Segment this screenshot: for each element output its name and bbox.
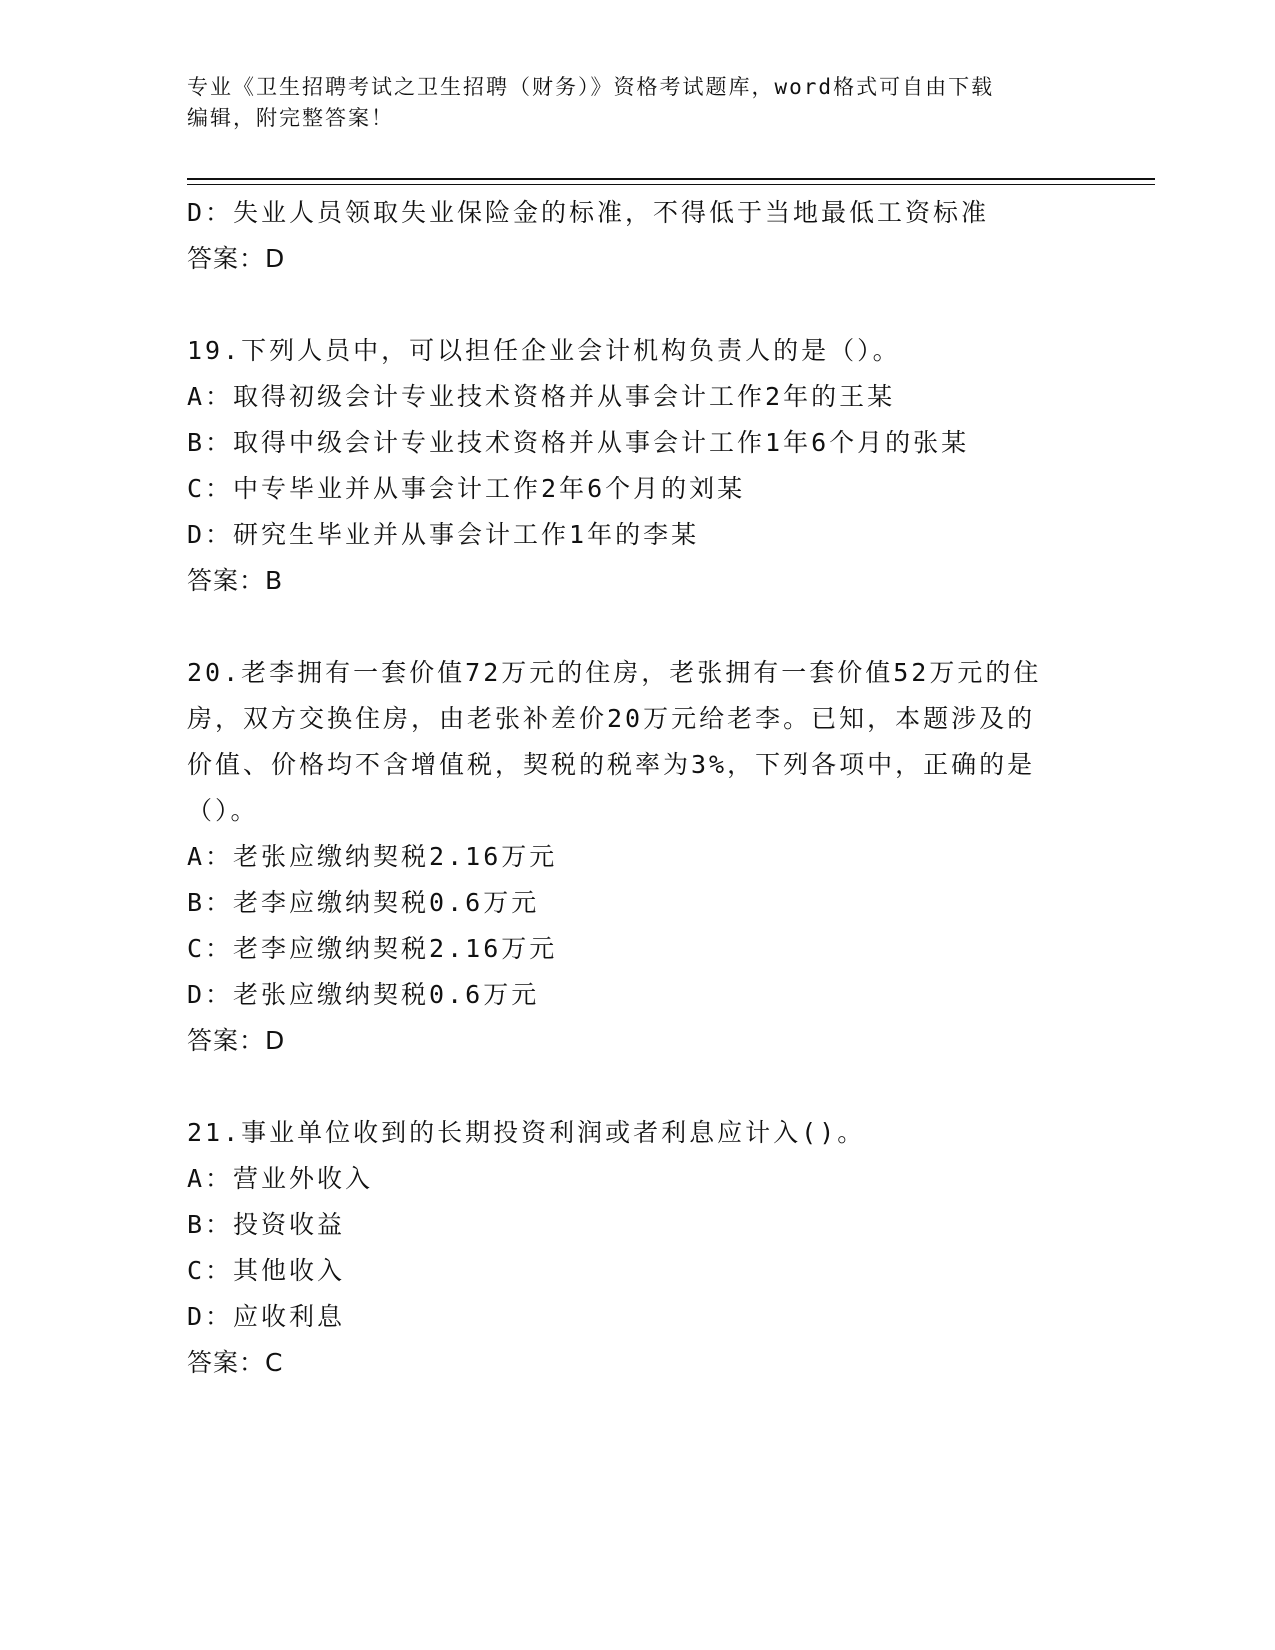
q20-option-a: A：老张应缴纳契税2.16万元 xyxy=(187,842,558,871)
question-21 xyxy=(187,1110,1087,1386)
spacer xyxy=(187,604,1087,650)
header-divider-thick xyxy=(187,178,1155,180)
q19-option-b: B：取得中级会计专业技术资格并从事会计工作1年6个月的张某 xyxy=(187,428,970,457)
q21-question: 21.事业单位收到的长期投资利润或者利息应计入()。 xyxy=(187,1118,866,1147)
q21-option-c: C：其他收入 xyxy=(187,1256,346,1285)
q19-option-d: D：研究生毕业并从事会计工作1年的李某 xyxy=(187,520,700,549)
spacer xyxy=(187,282,1087,328)
document-header xyxy=(187,72,1087,134)
q20-option-c: C：老李应缴纳契税2.16万元 xyxy=(187,934,558,963)
q18-option-d: D：失业人员领取失业保险金的标准，不得低于当地最低工资标准 xyxy=(187,198,990,227)
q21-option-d: D：应收利息 xyxy=(187,1302,346,1331)
q20-answer: 答案：D xyxy=(187,1026,286,1055)
q18-answer: 答案：D xyxy=(187,244,286,273)
q21-option-a: A：营业外收入 xyxy=(187,1164,374,1193)
q20-option-d: D：老张应缴纳契税0.6万元 xyxy=(187,980,540,1009)
q20-question-line-4: （）。 xyxy=(187,796,259,825)
question-19 xyxy=(187,328,1087,604)
question-18 xyxy=(187,190,1087,282)
q21-option-b: B：投资收益 xyxy=(187,1210,346,1239)
q20-question-line-3: 价值、价格均不含增值税，契税的税率为3%，下列各项中，正确的是 xyxy=(187,750,1036,779)
question-20 xyxy=(187,650,1087,1064)
q20-question-line-1: 20.老李拥有一套价值72万元的住房，老张拥有一套价值52万元的住 xyxy=(187,658,1042,687)
header-divider-thin xyxy=(187,184,1155,185)
header-line-1: 专业《卫生招聘考试之卫生招聘（财务）》资格考试题库，word格式可自由下载 xyxy=(187,75,995,99)
q19-option-a: A：取得初级会计专业技术资格并从事会计工作2年的王某 xyxy=(187,382,896,411)
q19-answer: 答案：B xyxy=(187,566,284,595)
question-list xyxy=(187,190,1087,1386)
spacer xyxy=(187,1064,1087,1110)
q20-option-b: B：老李应缴纳契税0.6万元 xyxy=(187,888,540,917)
q20-question-line-2: 房，双方交换住房，由老张补差价20万元给老李。已知，本题涉及的 xyxy=(187,704,1036,733)
q19-question: 19.下列人员中，可以担任企业会计机构负责人的是（）。 xyxy=(187,336,901,365)
q21-answer: 答案：C xyxy=(187,1348,284,1377)
q19-option-c: C：中专毕业并从事会计工作2年6个月的刘某 xyxy=(187,474,746,503)
header-line-2: 编辑，附完整答案！ xyxy=(187,106,394,130)
